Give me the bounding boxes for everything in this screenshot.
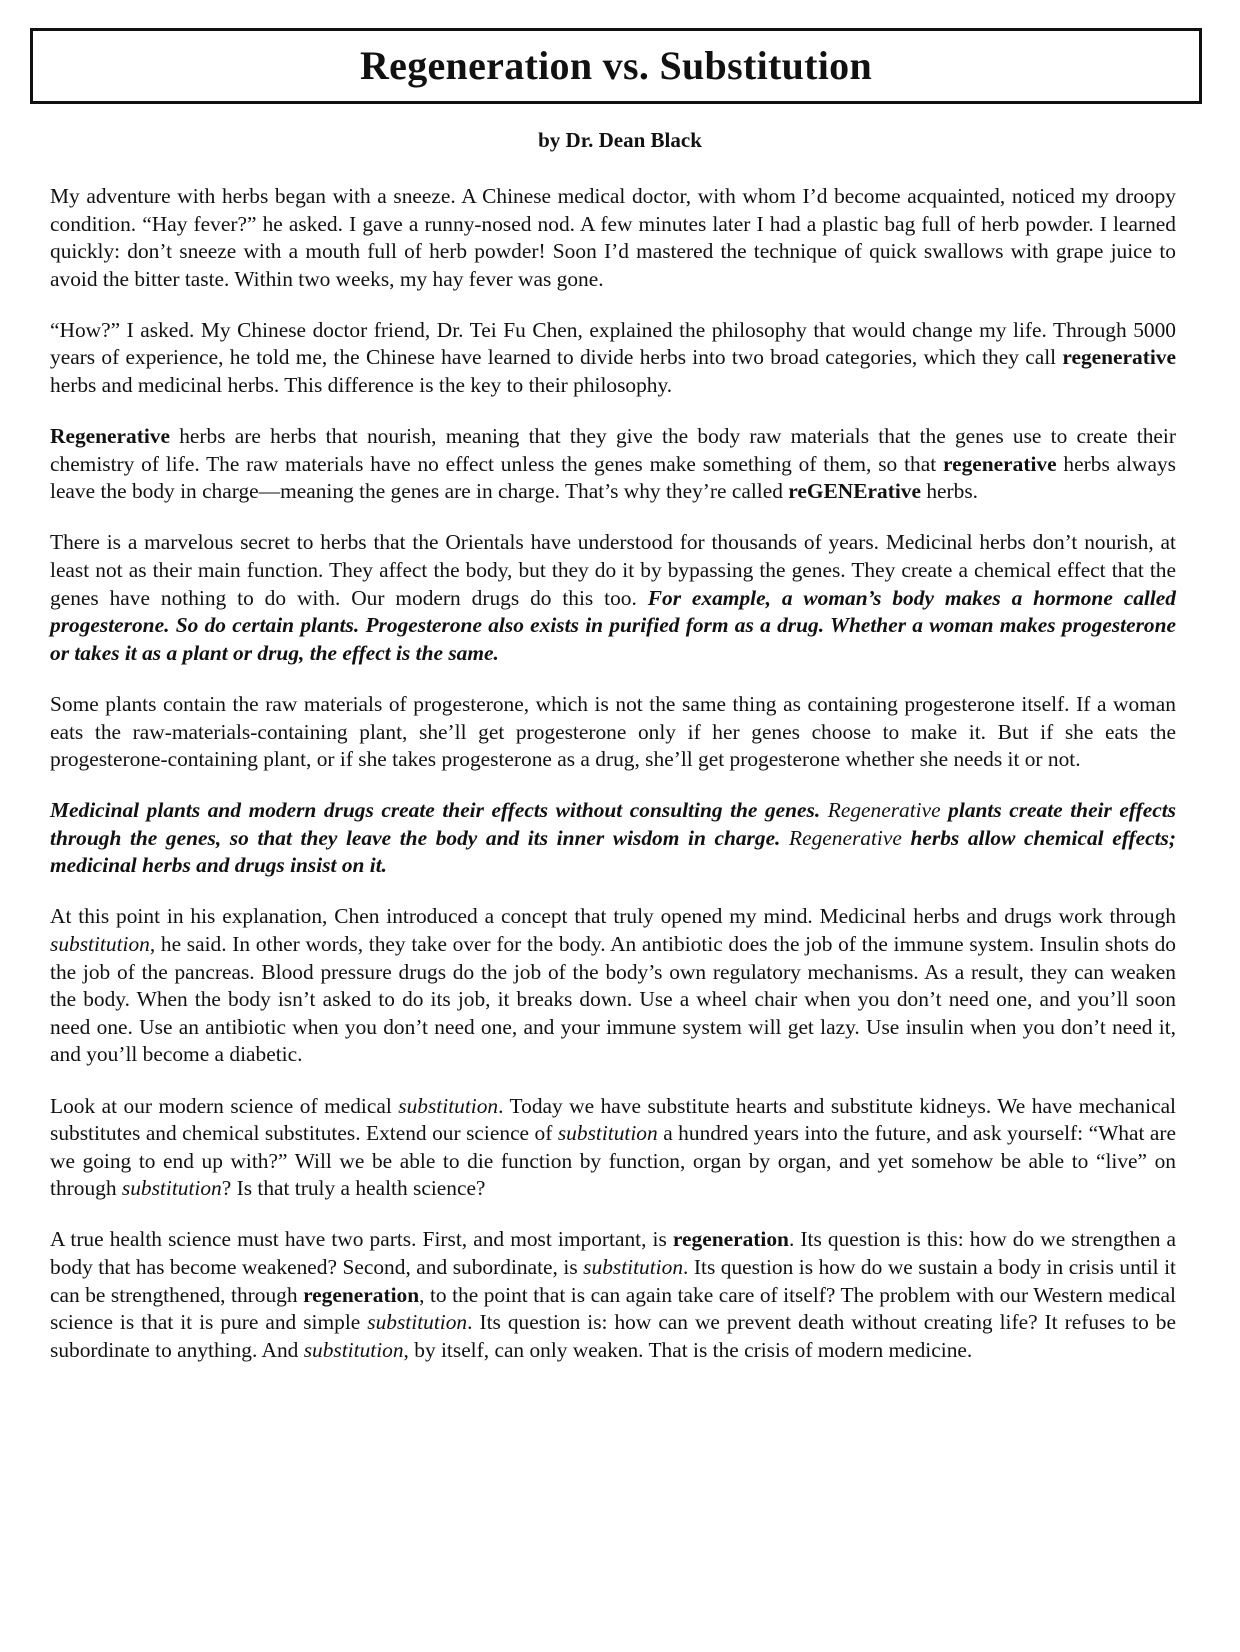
text-run: Some plants contain the raw materials of progesterone, which is not the same thing as containing progesterone itself. If a woman eats the raw-materials-containing plant, she’ll get progesterone only if her genes choose to make it. But if she eats the progesterone-containing plant, or if she takes progesterone as a drug, she’ll get progesterone whether she needs it or not.	[50, 691, 1176, 772]
paragraph-how-philosophy	[50, 317, 1176, 400]
text-run: , to the point that is can again take care of itself? The problem with our Western medical science is that it is pure and simple	[50, 1282, 1176, 1335]
text-run: . Its question is how do we sustain a body in crisis until it can be strengthened, through	[50, 1255, 1176, 1307]
paragraph-intro-sneeze	[50, 183, 1176, 293]
paragraph-raw-materials	[50, 691, 1176, 774]
text-run: A true health science must have two parts. First, and most important, is	[50, 1227, 673, 1252]
paragraph-medicinal-vs-regenerative	[50, 797, 1176, 880]
text-run: . Its question is this: how do we strengthen a body that has become weakened? Second, and subordinate, is	[50, 1227, 1176, 1279]
text-run: “How?” I asked. My Chinese doctor friend, Dr. Tei Fu Chen, explained the philosophy that would change my life. Through 5000 years of experience, he told me, the Chinese have learned to divide herbs into two broad categories, which they call	[50, 317, 1176, 370]
italic-text-run: substitution	[303, 1337, 404, 1362]
text-run: My adventure with herbs began with a sneeze. A Chinese medical doctor, with whom I’d become acquainted, noticed my droopy condition. “Hay fever?” he asked. I gave a runny-nosed nod. A few minutes later I had a plastic bag full of herb powder. I learned quickly: don’t sneeze with a mouth full of herb powder! Soon I’d mastered the technique of quick swallows with grape juice to avoid the bitter taste. Within two weeks, my hay fever was gone.	[50, 184, 1176, 291]
bold-text-run: regeneration	[672, 1227, 789, 1252]
text-run: . Its question is: how can we prevent death without creating life? It refuses to be subordinate to anything. And	[50, 1310, 1176, 1362]
bolditalic-text-run: plants create their effects through the genes, so that they leave the body and its inner wisdom in charge.	[50, 798, 1176, 850]
bold-text-run: Regenerative	[50, 424, 170, 449]
text-run: herbs are herbs that nourish, meaning that they give the body raw materials that the genes use to create their chemistry of life. The raw materials have no effect unless the genes make something of them, so that	[50, 424, 1176, 476]
bold-text-run: regenerative	[1062, 345, 1176, 370]
italic-text-run: Regenerative	[789, 825, 902, 850]
text-run: ? Is that truly a health science?	[221, 1176, 486, 1201]
text-run: , he said. In other words, they take over for the body. An antibiotic does the job of the immune system. Insulin shots do the job of the pancreas. Blood pressure drugs do the job of the body’s own regulatory mechanisms. As a result, they can weaken the body. When the body isn’t asked to do its job, it breaks down. Use a wheel chair when you don’t need one, and you’ll soon need one. Use an antibiotic when you don’t need one, and your immune system will get lazy. Use insulin when you don’t need it, and you’ll become a diabetic.	[50, 932, 1176, 1067]
text-run: a hundred years into the future, and ask yourself: “What are we going to end up with?” Will we be able to die function by function, organ by organ, and yet somehow be able to “live” on through	[50, 1121, 1176, 1201]
text-run: herbs always leave the body in charge—meaning the genes are in charge. That’s why they’re called	[50, 451, 1176, 504]
text-run: . Today we have substitute hearts and substitute kidneys. We have mechanical substitutes and chemical substitutes. Extend our science of	[50, 1093, 1176, 1146]
text-run: herbs and medicinal herbs. This difference is the key to their philosophy.	[50, 373, 673, 398]
bold-text-run: regenerative	[942, 451, 1057, 476]
article-body	[50, 183, 1176, 1388]
author-byline: by Dr. Dean Black	[538, 128, 702, 152]
title-box	[30, 28, 1202, 104]
bold-text-run: regeneration	[303, 1282, 420, 1307]
paragraph-medical-substitution	[50, 1093, 1176, 1203]
document-title: Regeneration vs. Substitution	[359, 43, 873, 88]
text-run: There is a marvelous secret to herbs that the Orientals have understood for thousands of years. Medicinal herbs don’t nourish, at least not as their main function. They affect the body, but they do it by bypassing the genes. They create a chemical effect that the genes have nothing to do with. Our modern drugs do this too.	[50, 530, 1176, 610]
text-run: Look at our modern science of medical	[50, 1093, 399, 1118]
text-run: , by itself, can only weaken. That is the crisis of modern medicine.	[403, 1337, 973, 1362]
text-run: At this point in his explanation, Chen introduced a concept that truly opened my mind. Medicinal herbs and drugs work through	[50, 904, 1176, 929]
italic-text-run: substitution	[583, 1255, 684, 1279]
paragraph-regenerative-herbs	[50, 423, 1176, 506]
text-run: herbs.	[920, 479, 978, 504]
italic-text-run: substitution	[121, 1176, 222, 1201]
bold-text-run: reGENErative	[788, 479, 921, 504]
italic-text-run: Regenerative	[827, 798, 941, 823]
paragraph-marvelous-secret	[50, 529, 1176, 667]
bolditalic-text-run: Medicinal plants and modern drugs create their effects without consulting the genes.	[50, 798, 828, 823]
bolditalic-text-run: herbs allow chemical effects; medicinal herbs and drugs insist on it.	[50, 825, 1176, 878]
paragraph-substitution-concept	[50, 903, 1176, 1069]
italic-text-run: substitution	[50, 932, 150, 957]
italic-text-run: substitution	[398, 1093, 499, 1118]
bolditalic-text-run: For example, a woman’s body makes a hormone called progesterone. So do certain plants. Progesterone also exists in purified form as a drug. Whether a woman makes progesterone or takes it as a plant or drug, the effect is the same.	[50, 585, 1176, 665]
paragraph-true-health-science	[50, 1226, 1176, 1364]
italic-text-run: substitution	[557, 1121, 658, 1146]
italic-text-run: substitution	[367, 1310, 468, 1335]
